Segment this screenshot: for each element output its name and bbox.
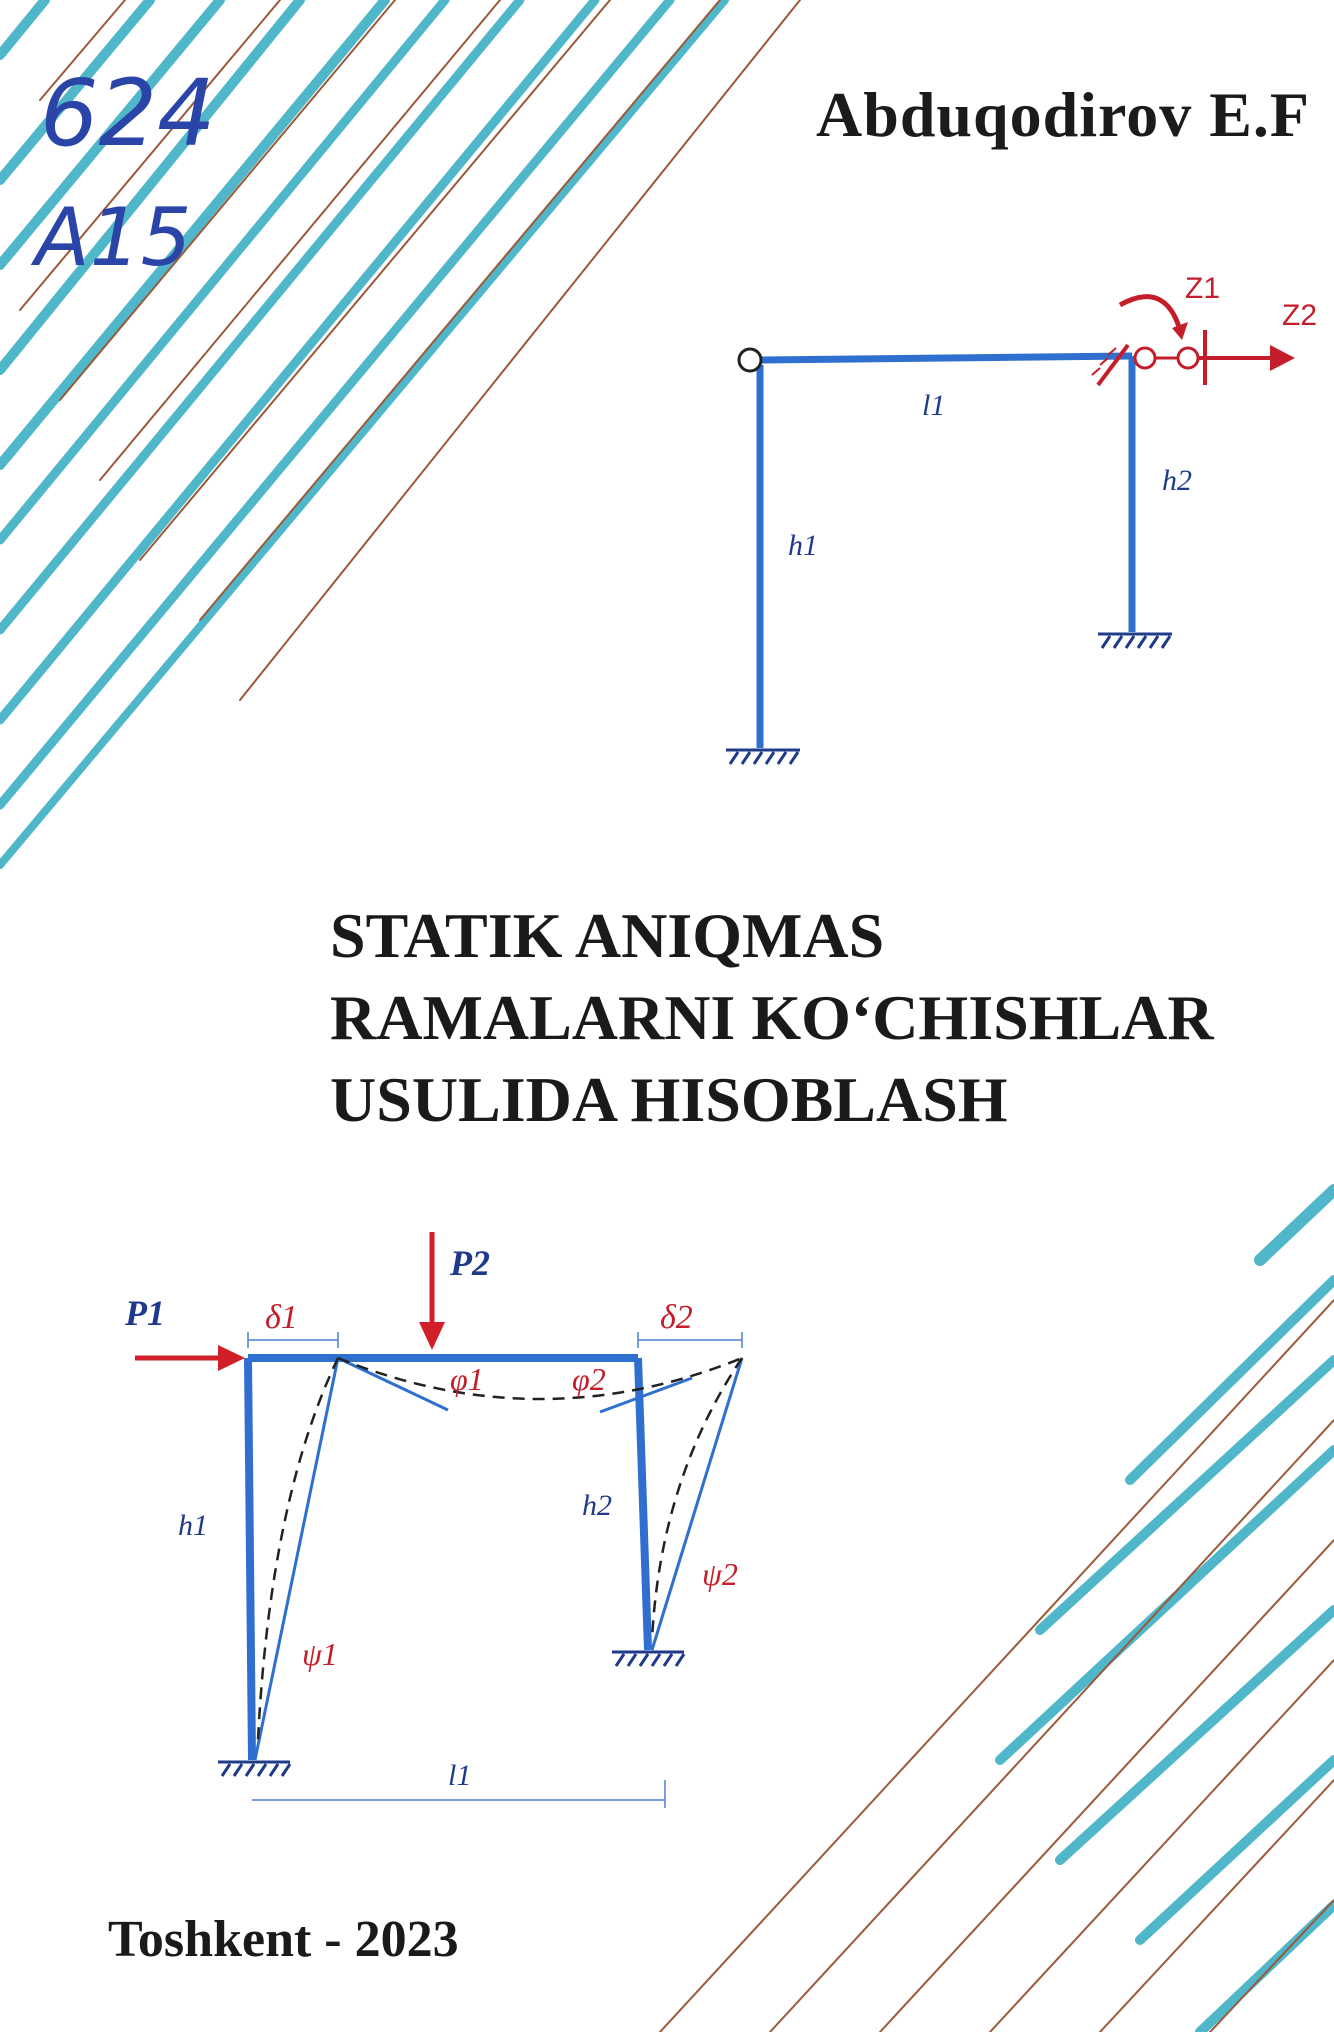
label-psi2: ψ2 xyxy=(702,1556,738,1592)
load-arrow-p2-icon xyxy=(419,1232,445,1350)
label-z1: Z1 xyxy=(1185,272,1221,305)
label-h1: h1 xyxy=(788,529,818,562)
frame-diagram-bottom xyxy=(124,1232,742,1808)
label-psi1: ψ1 xyxy=(302,1636,338,1672)
label-h2: h2 xyxy=(1162,464,1192,497)
label-delta2: δ2 xyxy=(660,1299,693,1336)
hinge-joint-icon xyxy=(739,349,761,371)
library-stamp xyxy=(30,60,216,284)
label-l1: l1 xyxy=(448,1759,472,1792)
city-year: Toshkent - 2023 xyxy=(108,1911,459,1968)
fixed-support-left-icon xyxy=(218,1762,290,1776)
label-h1: h1 xyxy=(178,1509,208,1542)
label-delta1: δ1 xyxy=(265,1299,298,1336)
fixed-support-right-icon xyxy=(1098,634,1172,648)
label-p1: P1 xyxy=(125,1293,165,1333)
title-line-1: STATIK ANIQMAS xyxy=(330,900,885,971)
frame-diagram-top xyxy=(726,272,1317,764)
title-line-3: USULIDA HISOBLASH xyxy=(330,1064,1008,1135)
label-phi1: φ1 xyxy=(450,1361,484,1397)
label-l1: l1 xyxy=(922,389,946,422)
label-p2: P2 xyxy=(450,1243,490,1283)
book-title xyxy=(330,895,1214,1141)
rotation-constraint-icon xyxy=(1092,297,1188,385)
fixed-support-left-icon xyxy=(726,750,800,764)
translation-constraint-icon xyxy=(1135,330,1295,385)
stamp-number: 624 xyxy=(40,60,216,167)
label-phi2: φ2 xyxy=(572,1361,606,1397)
label-h2: h2 xyxy=(582,1489,612,1522)
stripes-bottom-right xyxy=(660,1190,1334,2032)
title-line-2: RAMALARNI KO‘CHISHLAR xyxy=(330,982,1214,1053)
author-name: Abduqodirov E.F xyxy=(816,79,1310,150)
fixed-support-right-icon xyxy=(612,1652,684,1666)
load-arrow-p1-icon xyxy=(135,1345,245,1371)
label-z2: Z2 xyxy=(1282,299,1318,332)
stamp-code: A15 xyxy=(35,191,192,284)
